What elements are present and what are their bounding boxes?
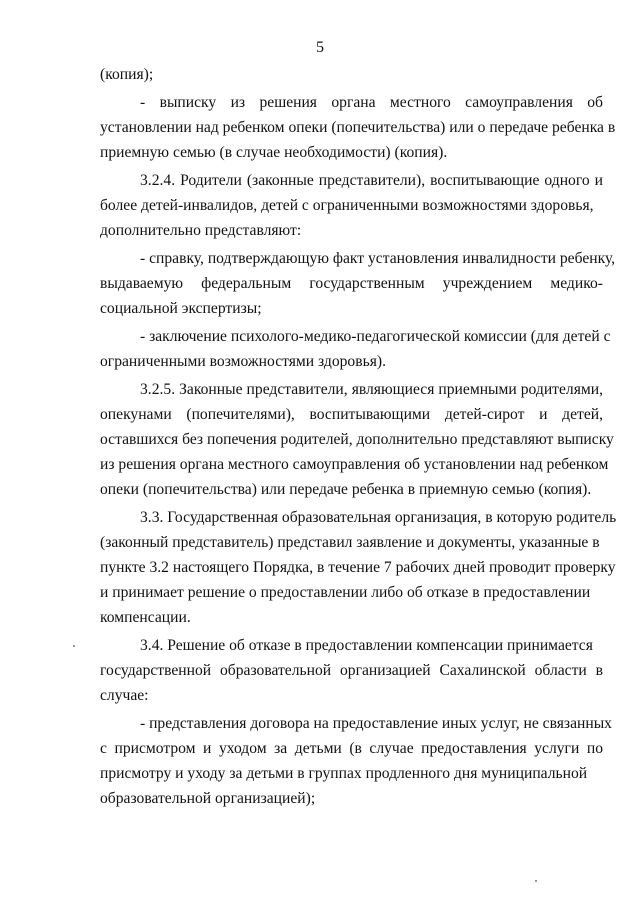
text-line: - представления договора на предоставление иных услуг, не связанных	[140, 715, 612, 732]
text-line: 3.4. Решение об отказе в предоставлении компенсации принимается	[140, 637, 593, 654]
text-line: случае:	[100, 687, 149, 704]
text-line: 3.3. Государственная образовательная организация, в которую родитель	[140, 509, 617, 526]
text-line: установлении над ребенком опеки (попечительства) или о передаче ребенка в	[100, 119, 616, 136]
text-line: - справку, подтверждающую факт установления инвалидности ребенку,	[140, 250, 616, 267]
text-line: дополнительно представляют:	[100, 222, 302, 239]
text-line: более детей-инвалидов, детей с ограниченными возможностями здоровья,	[100, 197, 594, 214]
text-line: приемную семью (в случае необходимости) (копия).	[100, 144, 448, 161]
text-line: опеки (попечительства) или передаче ребенка в приемную семью (копия).	[100, 481, 592, 498]
text-line: из решения органа местного самоуправления об установлении над ребенком	[100, 456, 609, 473]
scan-speck	[73, 645, 75, 647]
text-line: компенсации.	[100, 609, 191, 626]
text-line: ограниченными возможностями здоровья).	[100, 353, 386, 370]
text-line: - заключение психолого-медико-педагогической комиссии (для детей с	[140, 328, 611, 345]
text-line: образовательной организацией);	[100, 790, 316, 807]
text-line: 3.2.5. Законные представители, являющиеся приемными родителями,	[140, 381, 603, 398]
text-line: 3.2.4. Родители (законные представители), воспитывающие одного и	[140, 172, 603, 189]
text-line: (законный представитель) представил заявление и документы, указанные в	[100, 534, 600, 551]
text-line: пункте 3.2 настоящего Порядка, в течение 7 рабочих дней проводит проверку	[100, 559, 616, 576]
text-line: опекунами (попечителями), воспитывающими детей-сирот и детей,	[100, 406, 603, 423]
text-line: присмотру и уходу за детьми в группах продленного дня муниципальной	[100, 765, 588, 782]
text-line: и принимает решение о предоставлении либо об отказе в предоставлении	[100, 584, 591, 601]
text-line: государственной образовательной организацией Сахалинской области в	[100, 662, 603, 679]
scan-speck	[535, 880, 537, 882]
text-line: с присмотром и уходом за детьми (в случае предоставления услуги по	[100, 740, 603, 757]
text-line: выдаваемую федеральным государственным учреждением медико-	[100, 275, 603, 292]
page-number: 5	[316, 39, 324, 56]
text-line: оставшихся без попечения родителей, дополнительно представляют выписку	[100, 431, 614, 448]
text-line: социальной экспертизы;	[100, 300, 262, 317]
text-line: (копия);	[100, 66, 154, 83]
text-line: - выписку из решения органа местного самоуправления об	[140, 94, 603, 111]
